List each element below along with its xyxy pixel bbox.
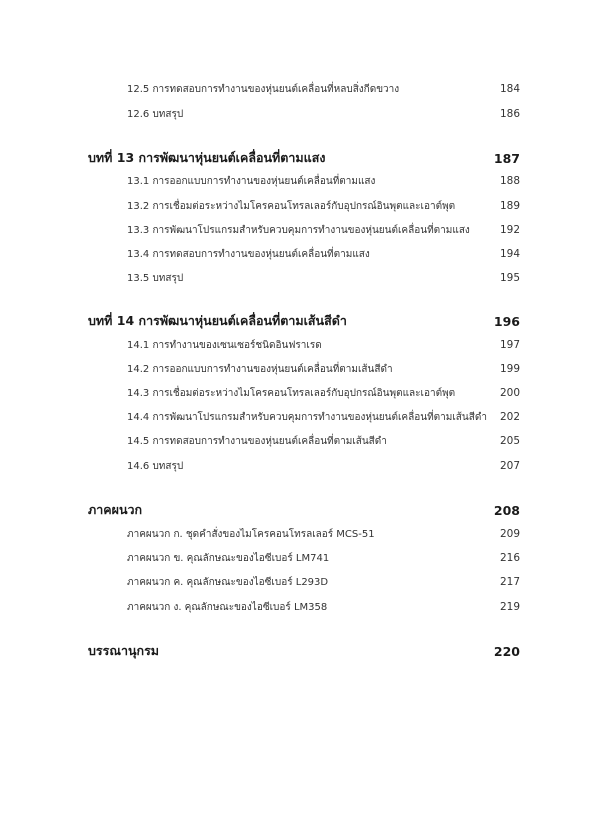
toc-entry-title: ภาคผนวก ง. คุณลักษณะของไอซีเบอร์ LM358	[127, 601, 328, 613]
toc-entry-title: 14.1 การทำงานของเซนเซอร์ชนิดอินฟราเรด	[127, 339, 322, 351]
toc-chapter-page: 187	[493, 150, 520, 166]
toc-entry-14-3	[0, 382, 600, 404]
toc-entry-page: 217	[499, 576, 520, 588]
toc-entry-title: 14.5 การทดสอบการทำงานของหุ่นยนต์เคลื่อนที่ตามเส้นสีดำ	[127, 435, 387, 447]
toc-entry-page: 188	[499, 175, 520, 187]
toc-entry-title: 13.1 การออกแบบการทำงานของหุ่นยนต์เคลื่อนที่ตามแสง	[127, 175, 376, 187]
toc-entry-page: 184	[499, 83, 520, 95]
toc-entry-page: 195	[499, 272, 520, 284]
toc-entry-page: 186	[499, 108, 520, 120]
toc-chapter-14	[0, 310, 600, 332]
toc-entry-page: 197	[499, 339, 520, 351]
toc-entry-page: 189	[499, 200, 520, 212]
toc-entry-14-2	[0, 358, 600, 380]
toc-entry-appendix-b	[0, 547, 600, 569]
toc-chapter-title: บทที่ 14 การพัฒนาหุ่นยนต์เคลื่อนที่ตามเส้นสีดำ	[88, 313, 347, 328]
toc-entry-title: 12.6 บทสรุป	[127, 108, 184, 120]
toc-entry-14-4	[0, 406, 600, 428]
toc-entry-14-1	[0, 334, 600, 356]
toc-entry-13-5	[0, 267, 600, 289]
toc-entry-appendix-d	[0, 596, 600, 618]
toc-entry-13-1	[0, 170, 600, 192]
toc-entry-page: 207	[499, 460, 520, 472]
toc-chapter-title: ภาคผนวก	[88, 502, 143, 517]
toc-entry-page: 209	[499, 528, 520, 540]
toc-entry-page: 194	[499, 248, 520, 260]
toc-entry-title: 14.6 บทสรุป	[127, 460, 184, 472]
toc-entry-page: 199	[499, 363, 520, 375]
toc-entry-title: 14.2 การออกแบบการทำงานของหุ่นยนต์เคลื่อนที่ตามเส้นสีดำ	[127, 363, 393, 375]
toc-entry-title: ภาคผนวก ข. คุณลักษณะของไอซีเบอร์ LM741	[127, 552, 330, 564]
toc-entry-14-5	[0, 430, 600, 452]
toc-entry-page: 202	[499, 411, 520, 423]
toc-entry-14-6	[0, 455, 600, 477]
toc-entry-page: 192	[499, 224, 520, 236]
toc-entry-12-5	[0, 78, 600, 100]
toc-chapter-page: 208	[493, 502, 520, 518]
toc-entry-12-6	[0, 103, 600, 125]
toc-entry-appendix-a	[0, 523, 600, 545]
toc-entry-title: ภาคผนวก ค. คุณลักษณะของไอซีเบอร์ L293D	[127, 576, 329, 588]
toc-entry-13-2	[0, 195, 600, 217]
toc-entry-title: 13.2 การเชื่อมต่อระหว่างไมโครคอนโทรลเลอร์กับอุปกรณ์อินพุตและเอาต์พุต	[127, 200, 456, 212]
toc-chapter-13	[0, 147, 600, 169]
toc-entry-page: 216	[499, 552, 520, 564]
toc-chapter-title: บทที่ 13 การพัฒนาหุ่นยนต์เคลื่อนที่ตามแสง	[88, 150, 326, 165]
toc-chapter-appendix	[0, 499, 600, 521]
toc-entry-appendix-c	[0, 571, 600, 593]
toc-entry-title: 14.3 การเชื่อมต่อระหว่างไมโครคอนโทรลเลอร์กับอุปกรณ์อินพุตและเอาต์พุต	[127, 387, 456, 399]
toc-chapter-page: 220	[493, 643, 520, 659]
toc-entry-page: 200	[499, 387, 520, 399]
toc-entry-page: 219	[499, 601, 520, 613]
toc-entry-title: 14.4 การพัฒนาโปรแกรมสำหรับควบคุมการทำงานของหุ่นยนต์เคลื่อนที่ตามเส้นสีดำ	[127, 411, 487, 423]
toc-entry-title: ภาคผนวก ก. ชุดคำสั่งของไมโครคอนโทรลเลอร์ MCS-51	[127, 528, 375, 540]
toc-entry-title: 13.3 การพัฒนาโปรแกรมสำหรับควบคุมการทำงานของหุ่นยนต์เคลื่อนที่ตามแสง	[127, 224, 470, 236]
toc-entry-13-4	[0, 243, 600, 265]
toc-chapter-title: บรรณานุกรม	[88, 643, 160, 658]
toc-chapter-bibliography	[0, 640, 600, 662]
toc-chapter-page: 196	[493, 313, 520, 329]
toc-entry-page: 205	[499, 435, 520, 447]
toc-entry-title: 13.4 การทดสอบการทำงานของหุ่นยนต์เคลื่อนที่ตามแสง	[127, 248, 370, 260]
toc-entry-title: 12.5 การทดสอบการทำงานของหุ่นยนต์เคลื่อนที่หลบสิ่งกีดขวาง	[127, 83, 400, 95]
toc-entry-13-3	[0, 219, 600, 241]
toc-entry-title: 13.5 บทสรุป	[127, 272, 184, 284]
